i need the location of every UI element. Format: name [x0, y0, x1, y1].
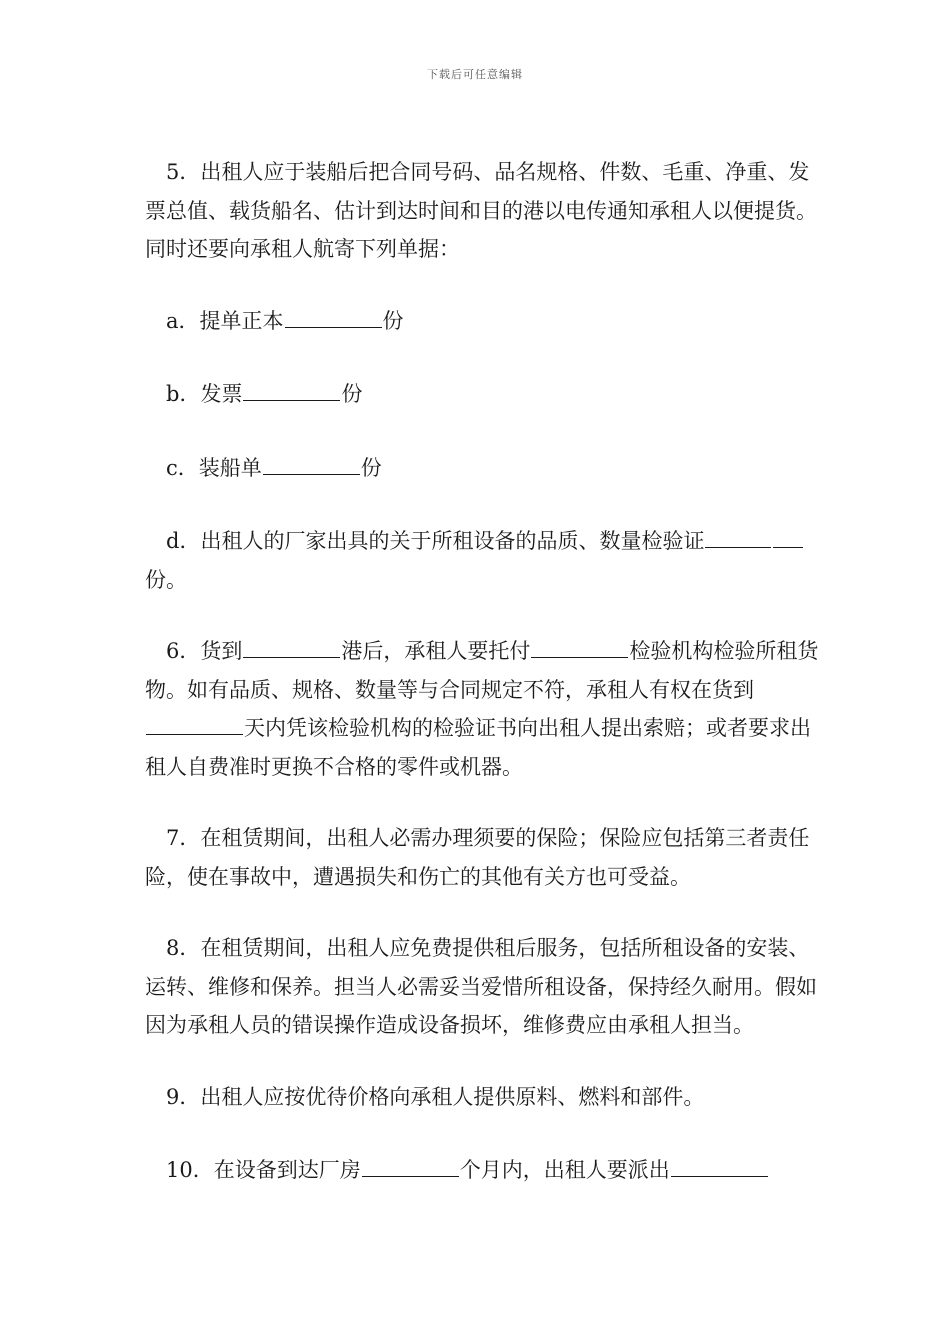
blank-field	[146, 710, 243, 735]
item-b	[145, 375, 825, 414]
clause-5: 5．出租人应于装船后把合同号码、品名规格、件数、毛重、净重、发票总值、载货船名、估计到达时间和目的港以电传通知承租人以便提货。同时还要向承租人航寄下列单据：	[145, 160, 817, 261]
item-d-text: d．出租人的厂家出具的关于所租设备的品质、数量检验证	[166, 529, 705, 553]
clause-6-part2: 港后，承租人要托付	[341, 639, 531, 663]
clause-7: 7．在租赁期间，出租人必需办理须要的保险；保险应包括第三者责任险，使在事故中，遭遇损失和伤亡的其他有关方也可受益。	[145, 826, 810, 889]
item-c	[145, 449, 825, 488]
clause-8: 8．在租赁期间，出租人应免费提供租后服务，包括所租设备的安装、运转、维修和保养。担当人必需妥当爱惜所租设备，保持经久耐用。假如因为承租人员的错误操作造成设备损坏，维修费应由承租人担当。	[145, 936, 817, 1037]
item-b-text: b．发票	[166, 382, 243, 406]
blank-field	[285, 303, 382, 328]
blank-field	[705, 523, 771, 548]
blank-field	[531, 633, 628, 658]
item-a	[145, 302, 825, 341]
clause-10	[145, 1151, 825, 1190]
blank-field-continued	[773, 523, 803, 548]
header-note: 下载后可任意编辑	[427, 68, 523, 81]
clause-6-part1: 6．货到	[166, 639, 243, 663]
document-body	[145, 153, 825, 1223]
clause-10-part1: 10．在设备到达厂房	[166, 1158, 361, 1182]
blank-field	[362, 1152, 459, 1177]
blank-field	[671, 1152, 768, 1177]
item-d-suffix: 份。	[145, 567, 187, 592]
clause-6-part3: 检验机构检验所租货物。如有品质、规格、数量等与合同规定不符，承租人有权在货到	[145, 639, 819, 702]
clause-10-part2: 个月内，出租人要派出	[459, 1158, 670, 1182]
clause-6	[145, 632, 825, 786]
item-d	[145, 522, 825, 599]
clause-6-part4: 天内凭该检验机构的检验证书向出租人提出索赔；或者要求出租人自费准时更换不合格的零件或机器。	[145, 716, 811, 779]
item-a-suffix: 份	[382, 308, 404, 333]
item-c-suffix: 份	[360, 455, 382, 480]
clause-9: 9．出租人应按优待价格向承租人提供原料、燃料和部件。	[166, 1084, 705, 1109]
item-c-text: c．装船单	[166, 455, 262, 480]
blank-field	[243, 376, 340, 401]
blank-field	[243, 633, 340, 658]
item-b-suffix: 份	[341, 382, 363, 406]
blank-field	[263, 450, 360, 475]
item-a-text: a．提单正本	[166, 308, 284, 333]
